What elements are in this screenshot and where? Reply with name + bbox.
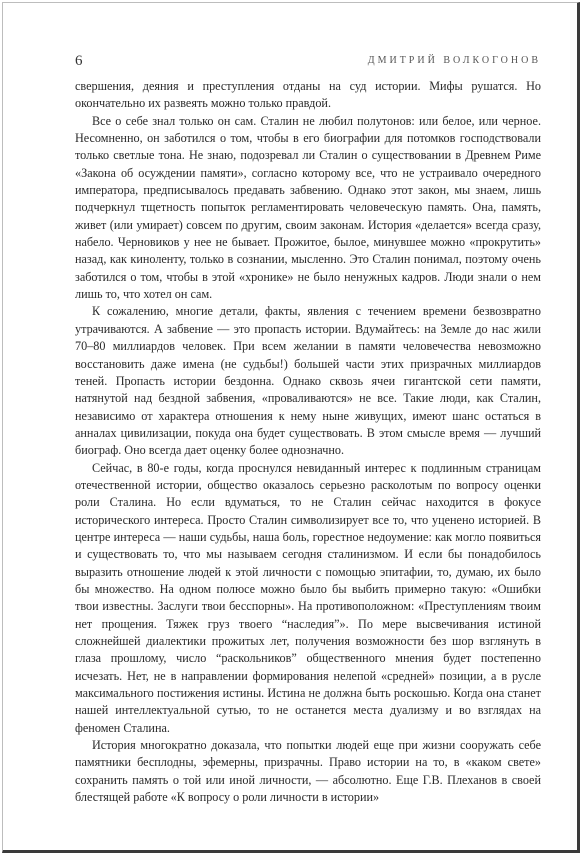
running-head-author: ДМИТРИЙ ВОЛКОГОНОВ [367, 55, 541, 66]
paragraph: свершения, деяния и преступления отданы на суд истории. Мифы рушатся. Но окончательно их развеять можно только правдой. [75, 79, 541, 111]
paragraph: К сожалению, многие детали, факты, явления с течением времени безвозвратно утрачиваются. А забвение — это пропасть истории. Вдумайтесь: на Земле до нас жили 70–80 миллиардов человек. При всем желании в памяти человечества невозможно восстановить даже имена (не судьбы!) большей части этих призрачных миллиардов теней. Пропасть истории бездонна. Однако сквозь ячеи гигантской сети памяти, натянутой над бездной забвения, «проваливаются» не все. Такие люди, как Сталин, независимо от характера отношения к нему ныне живущих, имеют шанс остаться в анналах цивилизации, покуда она будет существовать. В этом смысле время — лучший биограф. Оно всегда дает оценку более однозначно. [75, 304, 541, 458]
paragraph: Сейчас, в 80-е годы, когда проснулся невиданный интерес к подлинным страницам отечественной истории, общество оказалось серьезно расколотым по вопросу оценки роли Сталина. Но если вдуматься, то не Сталин сейчас находится в фокусе исторического интереса. Просто Сталин символизирует все то, что уценено историей. В центре интереса — наши судьбы, наша боль, горестное недоумение: как могло появиться и существовать то, что мы называем сегодня сталинизмом. И если бы понадобилось выразить отношение людей к этой личности с помощью эпитафии, то, думаю, их было бы множество. На одном полюсе можно было бы выбить примерно такую: «Ошибки твои известны. Заслуги твои бесспорны». На противоположном: «Преступлениям твоим нет прощения. Тяжек груз твоего “наследия”». По мере высвечивания истиной сложнейшей диалектики прожитых лет, получения возможности без шор взглянуть в глаза прошлому, число “раскольников” общественного мнения будет постепенно исчезать. Нет, не в направлении формирования нелепой «средней» позиции, а в русле максимального постижения истины. Истина не должна быть роскошью. Когда она станет нашей интеллектуальной сутью, то не останется места дуализму и во взглядах на феномен Сталина. [75, 460, 541, 735]
paragraph: История многократно доказала, что попытки людей еще при жизни сооружать себе памятники бесплодны, эфемерны, призрачны. Право истории на то, в «каком свете» сохранить память о той или иной личности, — абсолютно. Еще Г.В. Плеханов в своей блестящей работе «К вопросу о роли личности в истории» [75, 738, 541, 805]
paragraph: Все о себе знал только он сам. Сталин не любил полутонов: или белое, или черное. Несомненно, он заботился о том, чтобы в его биографии для потомков господствовали только светлые тона. Не знаю, подозревал ли Сталин о существовании в Древнем Риме «Закона об осуждении памяти», согласно которому все, что не устраивало очередного императора, предписывалось предавать забвению. Однако этот закон, мы знаем, лишь подчеркнул тщетность попыток регламентировать человеческую память. Она, память, живет (или умирает) совсем по другим, своим законам. История «делается» всегда сразу, набело. Черновиков у нее не бывает. Прожитое, былое, минувшее можно «прокрутить» назад, как киноленту, только в сознании, мысленно. Это Сталин понимал, поэтому очень заботился о том, чтобы в этой «хронике» не было ненужных кадров. Люди знали о нем лишь то, что хотел он сам. [75, 113, 541, 302]
body-text [75, 78, 541, 806]
page-number: 6 [75, 53, 83, 69]
page-header [75, 52, 541, 76]
